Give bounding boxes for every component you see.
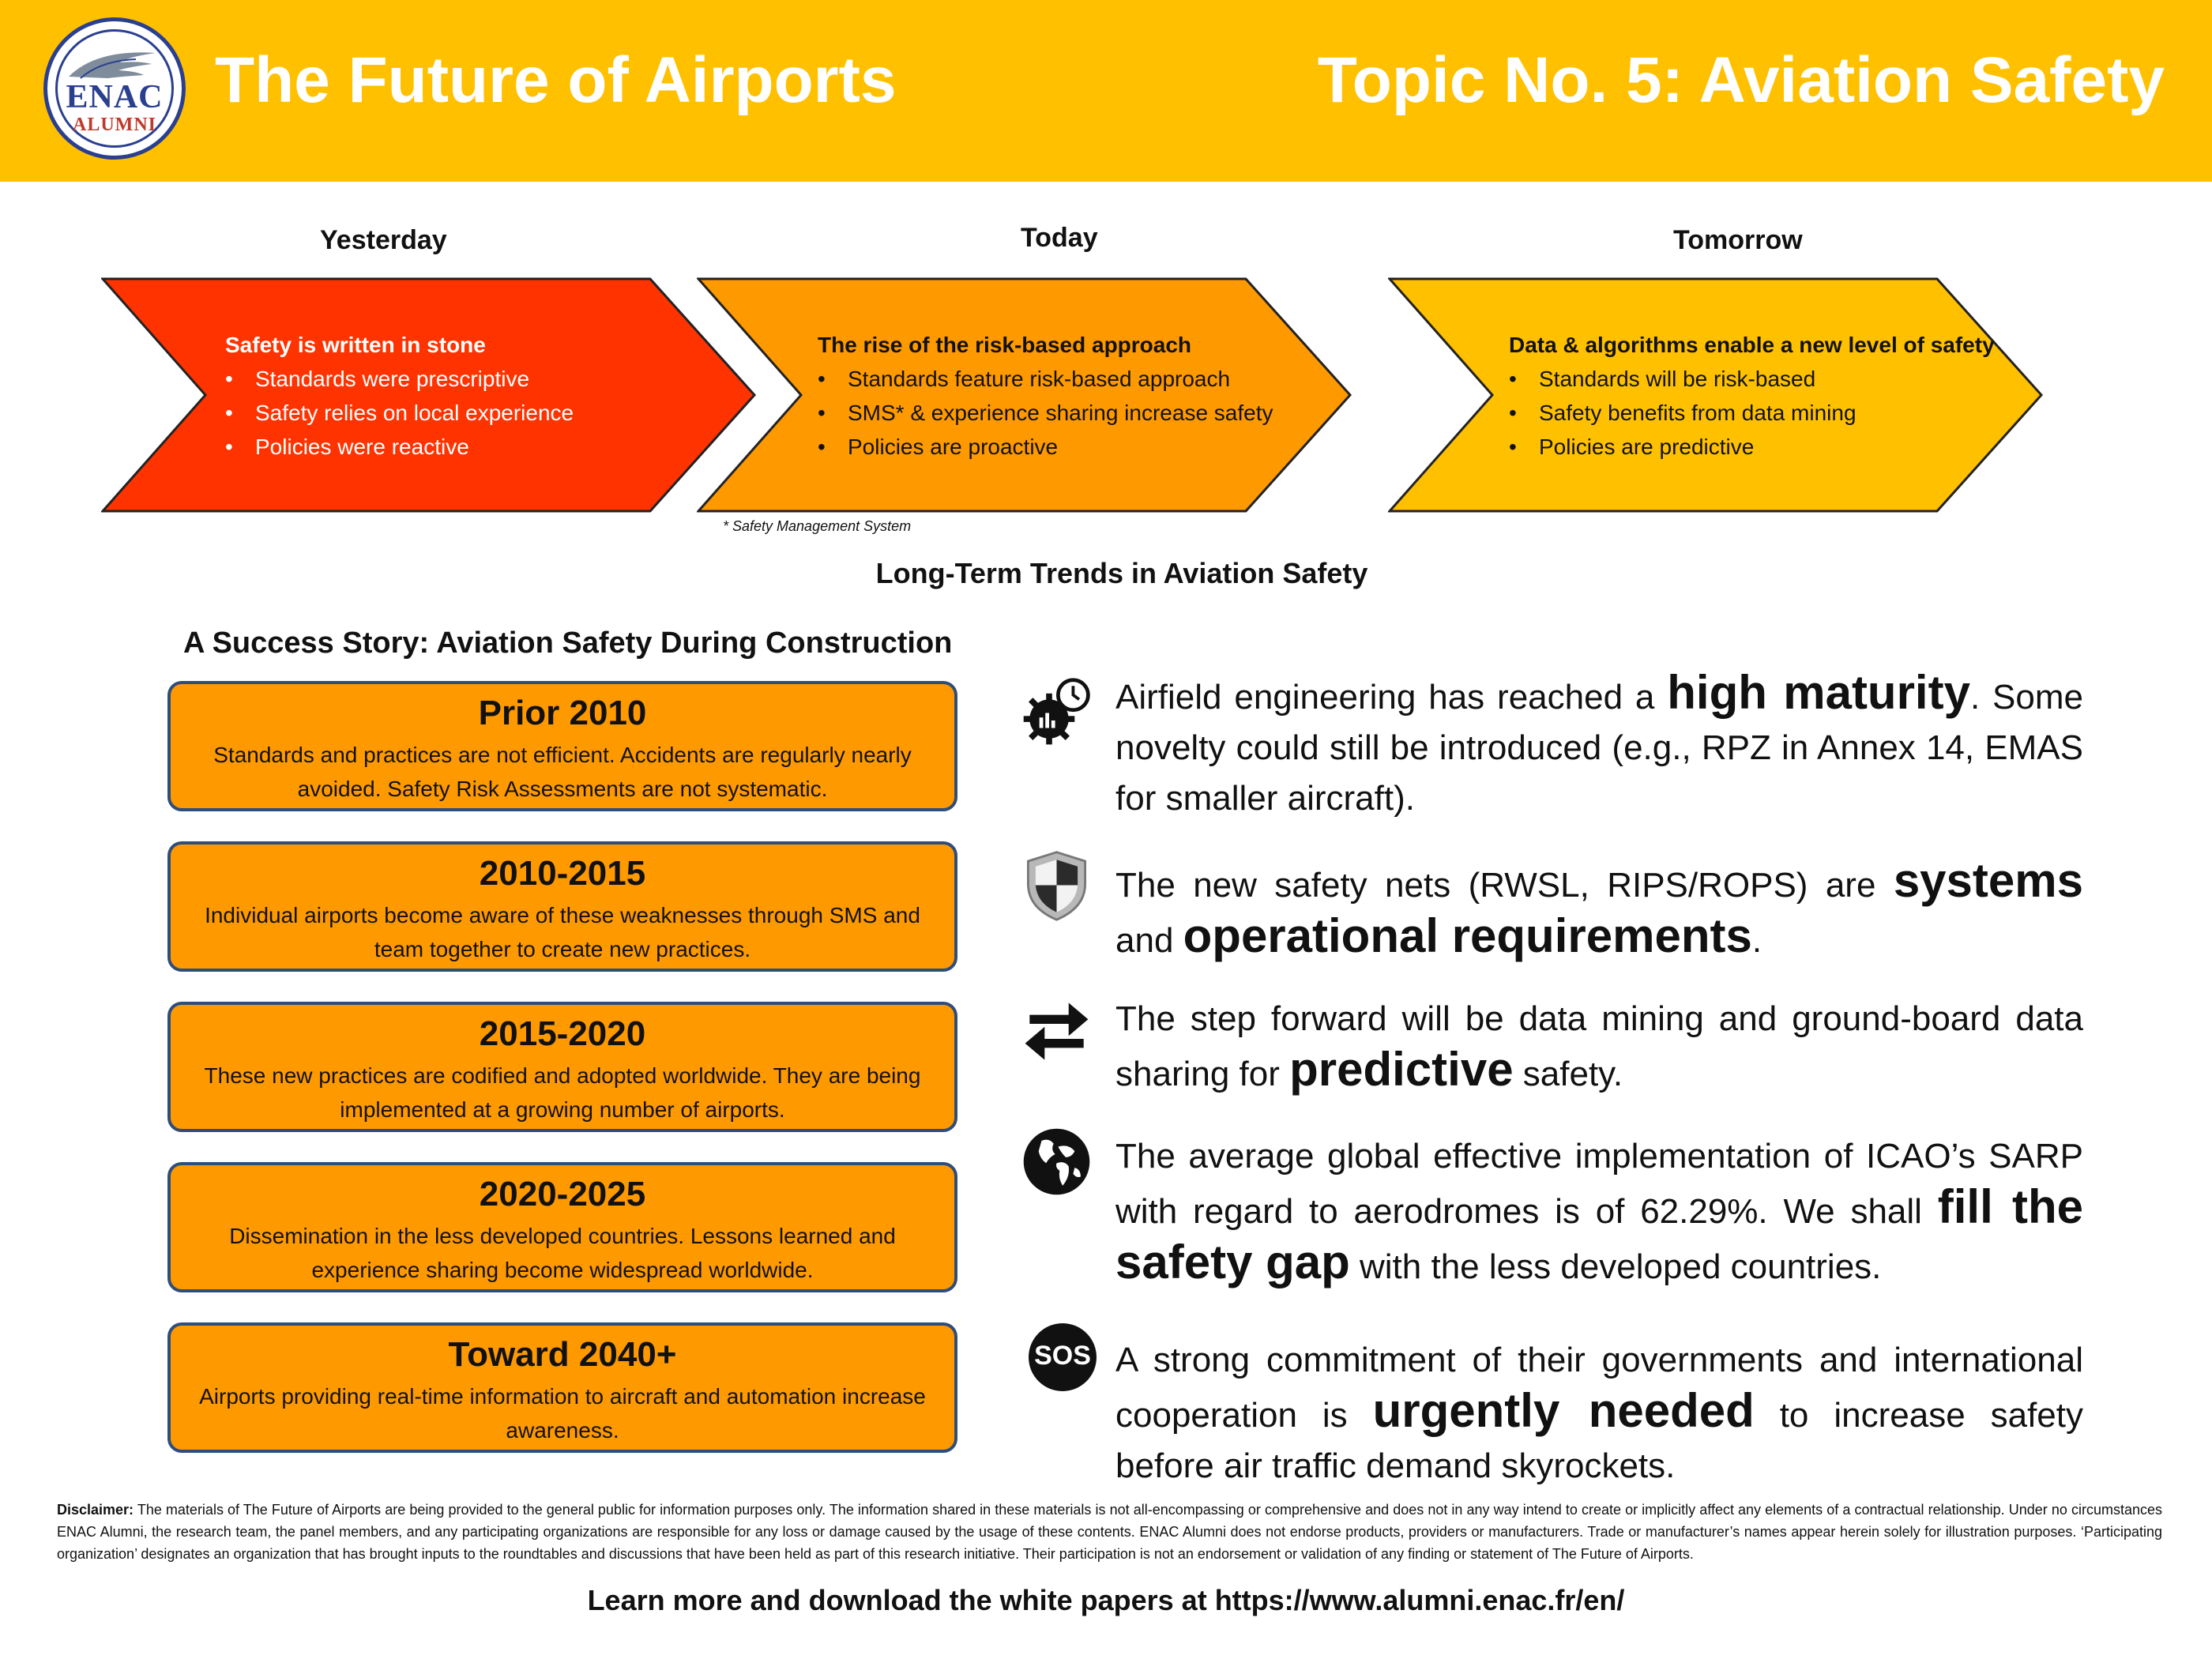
- trend-emphasis: urgently needed: [1372, 1384, 1755, 1437]
- sms-footnote: * Safety Management System: [723, 518, 912, 534]
- phase-label-tomorrow: Tomorrow: [1673, 225, 1803, 255]
- box-title: 2020-2025: [479, 1175, 646, 1213]
- trend-emphasis: operational requirements: [1183, 909, 1752, 962]
- trend-emphasis: systems: [1893, 854, 2083, 907]
- phase-heading: Data & algorithms enable a new level of safety: [1509, 333, 1995, 357]
- story-box-prior-2010: [167, 681, 957, 811]
- trend-text: .: [1751, 921, 1762, 960]
- phase-heading: The rise of the risk-based approach: [818, 333, 1192, 357]
- box-text: Standards and practices are not efficient. Accidents are regularly nearly avoided. Safety Risk Assessments are not systematic.: [213, 743, 912, 801]
- box-title: 2015-2020: [479, 1014, 646, 1053]
- header-banner: [0, 0, 2212, 182]
- disclaimer: [57, 1499, 2162, 1565]
- trend-emphasis: high maturity: [1667, 666, 1970, 719]
- phase-content-today: [818, 328, 1273, 464]
- trends-section-title: Long-Term Trends in Aviation Safety: [875, 557, 1368, 589]
- exchange-arrows-icon: [1019, 994, 1094, 1069]
- bullet-item: • Policies are predictive: [1539, 430, 1995, 464]
- bullet-item: • Standards were prescriptive: [255, 362, 574, 396]
- trend-text: safety.: [1513, 1055, 1623, 1093]
- story-box-2010-2015: [167, 841, 957, 972]
- sos-icon: [1027, 1322, 1098, 1393]
- disclaimer-text: The materials of The Future of Airports are being provided to the general public for information purposes only. The information shared in these materials is not all-encompassing or comprehensive and does not in any way intend to create or implicitly affect any elements of a contractual relationship. Under no circumstances ENAC Alumni, the research team, the panel members, and any participating organizations are responsible for any loss or damage caused by the usage of these contents. ENAC Alumni does not endorse products, providers or manufacturers. Trade or manufacturer’s names appear herein solely for illustration purposes. ‘Participating organization’ designates an organization that has brought inputs to the roundtables and discussions that have been held as part of this research initiative. Their participation is not an endorsement or validation of any finding or statement of The Future of Airports.: [57, 1502, 2162, 1562]
- story-box-2015-2020: [167, 1002, 957, 1132]
- bullet-item: • Safety relies on local experience: [255, 396, 574, 430]
- box-text: These new practices are codified and adopted worldwide. They are being implemented at a growing number of airports.: [204, 1063, 921, 1122]
- bullet-item: • Standards feature risk-based approach: [848, 362, 1273, 396]
- trend-emphasis: predictive: [1289, 1043, 1514, 1096]
- trend-emphasis: fill the safety gap: [1115, 1180, 2083, 1288]
- box-title: 2010-2015: [479, 854, 646, 893]
- bullet-item: • Standards will be risk-based: [1539, 362, 1995, 396]
- phase-content-tomorrow: [1509, 328, 1995, 464]
- trend-text: The new safety nets (RWSL, RIPS/ROPS) are: [1115, 866, 1894, 905]
- trend-text: The step forward will be data mining and ground-board data sharing for: [1115, 999, 2083, 1093]
- trend-text: Airfield engineering has reached a: [1115, 678, 1668, 717]
- bullet-item: • Policies were reactive: [255, 430, 574, 464]
- story-title: A Success Story: Aviation Safety During Construction: [183, 626, 953, 660]
- logo-text: ENAC: [66, 79, 164, 115]
- story-box-toward-2040: [167, 1322, 957, 1453]
- trend-text: A strong commitment of their governments and international cooperation is: [1115, 1341, 2083, 1435]
- trend-item-maturity: [1115, 668, 2083, 824]
- trend-text: . Some novelty could still be introduced (e.g., RPZ in Annex 14, EMAS for smaller aircraft).: [1115, 678, 2083, 818]
- trend-text: with the less developed countries.: [1349, 1247, 1882, 1286]
- sos-text: SOS: [1034, 1341, 1091, 1371]
- phase-bullets: [1509, 362, 1995, 464]
- box-title: Prior 2010: [478, 694, 647, 732]
- disclaimer-label: Disclaimer:: [57, 1502, 134, 1518]
- trend-item-commitment: [1115, 1335, 2083, 1492]
- story-box-2020-2025: [167, 1162, 957, 1292]
- bullet-item: • SMS* & experience sharing increase safety: [848, 396, 1273, 430]
- box-text: Individual airports become aware of these weaknesses through SMS and team together to create new practices.: [205, 903, 920, 961]
- trend-text: and: [1115, 921, 1183, 960]
- gear-clock-icon: [1019, 675, 1094, 750]
- trend-text: to increase safety before air traffic demand skyrockets.: [1115, 1396, 2084, 1485]
- enac-alumni-logo[interactable]: [43, 17, 186, 160]
- box-text: Airports providing real-time information to aircraft and automation increase awareness.: [199, 1384, 926, 1443]
- trend-item-predictive: [1115, 994, 2083, 1100]
- shield-icon: [1019, 848, 1094, 923]
- phase-heading: Safety is written in stone: [225, 333, 486, 357]
- globe-icon: [1019, 1124, 1094, 1199]
- box-title: Toward 2040+: [448, 1335, 677, 1374]
- phase-bullets: [818, 362, 1273, 464]
- phase-label-today: Today: [1021, 223, 1098, 253]
- trend-text: The average global effective implementation of ICAO’s SARP with regard to aerodromes is of 62.29%. We shall: [1115, 1137, 2083, 1231]
- page-title: The Future of Airports: [215, 44, 897, 116]
- box-text: Dissemination in the less developed countries. Lessons learned and experience sharing become widespread worldwide.: [229, 1224, 896, 1282]
- trend-item-safety-gap: [1115, 1131, 2083, 1292]
- phase-label-yesterday: Yesterday: [320, 225, 447, 255]
- learn-more-link[interactable]: Learn more and download the white papers at https://www.alumni.enac.fr/en/: [587, 1584, 1625, 1616]
- bullet-item: • Policies are proactive: [848, 430, 1273, 464]
- topic-title: Topic No. 5: Aviation Safety: [1317, 44, 2165, 116]
- trend-item-safety-nets: [1115, 856, 2083, 966]
- phase-bullets: [225, 362, 574, 464]
- phase-content-yesterday: [225, 328, 574, 464]
- logo-subtext: ALUMNI: [73, 115, 156, 135]
- bullet-item: • Safety benefits from data mining: [1539, 396, 1995, 430]
